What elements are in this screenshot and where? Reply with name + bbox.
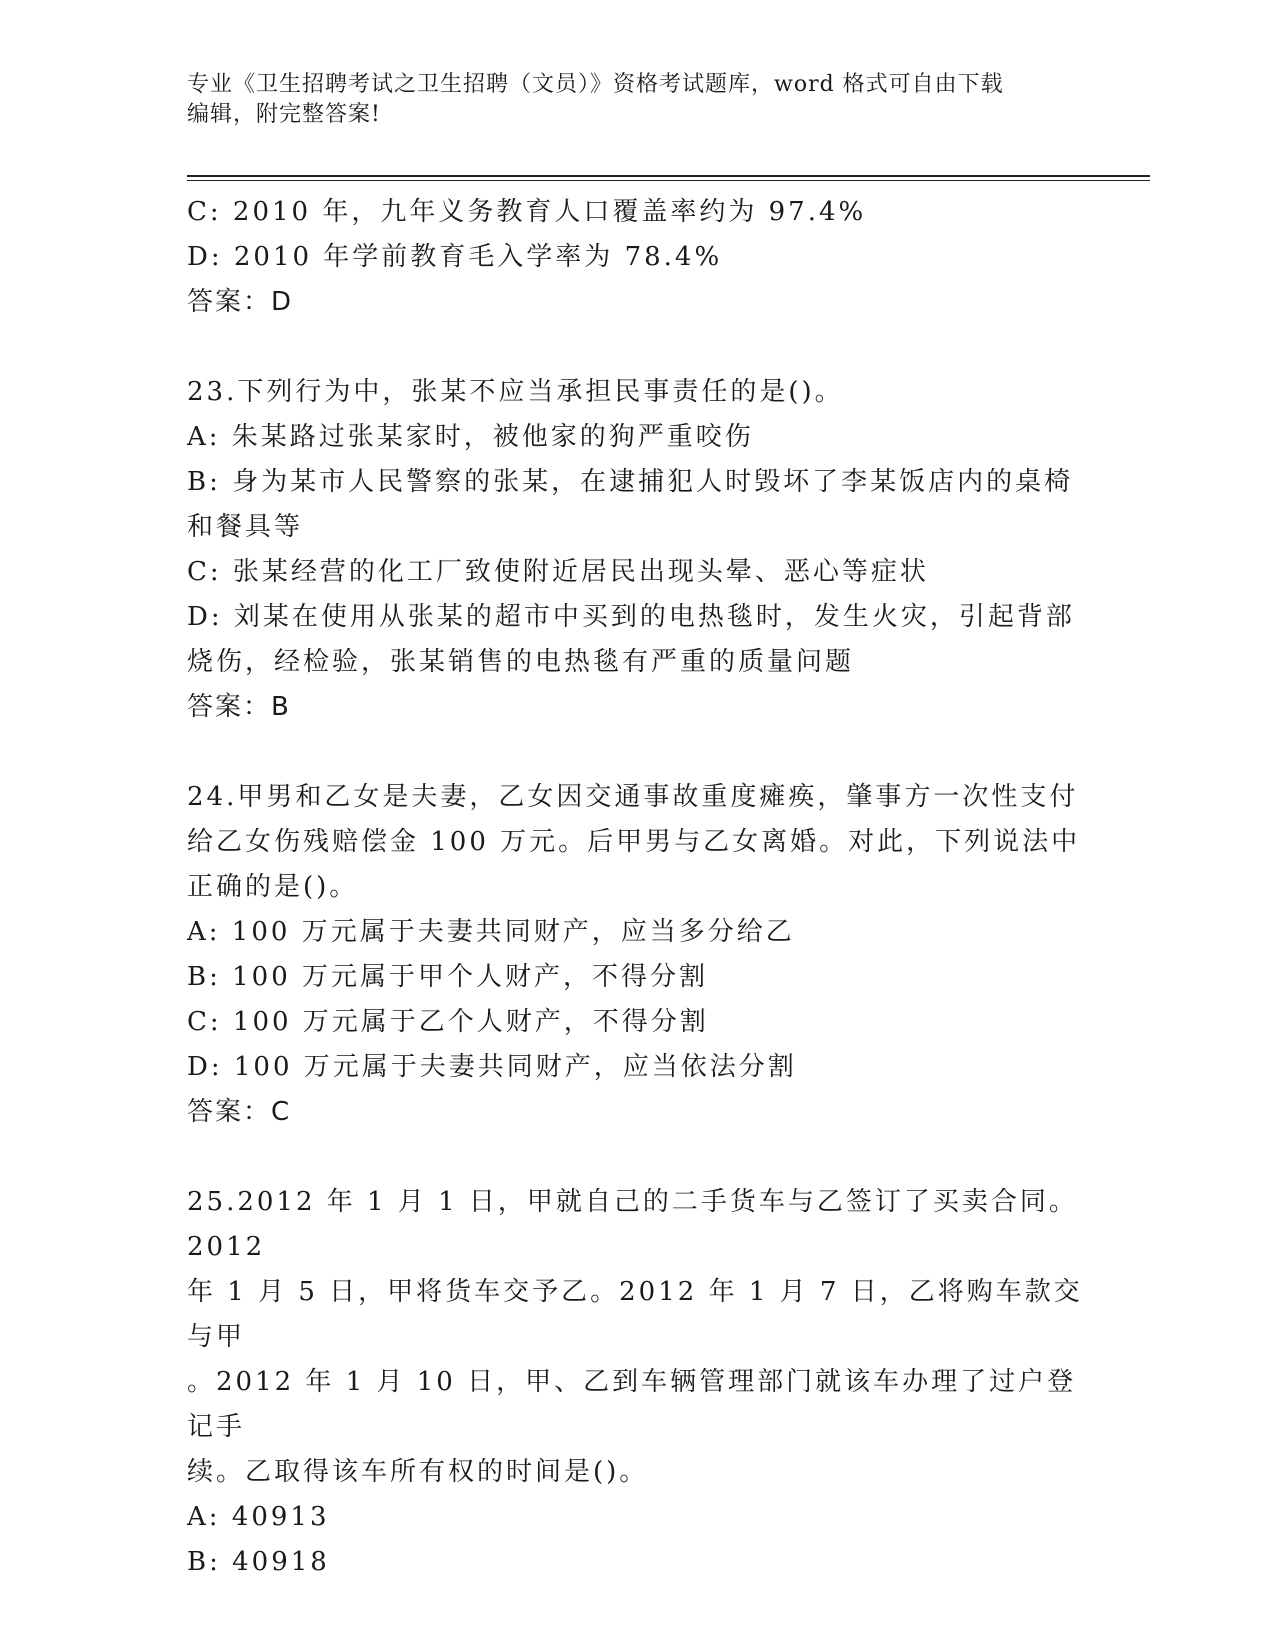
q22-option-d: D: 2010 年学前教育毛入学率为 78.4% xyxy=(187,242,723,272)
header-divider-thin xyxy=(187,180,1150,181)
q24-option-d: D: 100 万元属于夫妻共同财产，应当依法分割 xyxy=(187,1052,797,1082)
q22-answer: 答案：D xyxy=(187,287,294,317)
q25-stem-line-3: 。2012 年 1 月 10 日，甲、乙到车辆管理部门就该车办理了过户登记手 xyxy=(187,1367,1077,1442)
header-line-2: 编辑，附完整答案! xyxy=(187,102,381,127)
question-content xyxy=(187,190,1087,1585)
spacer xyxy=(187,325,1087,370)
q25-stem-line-2: 年 1 月 5 日，甲将货车交予乙。2012 年 1 月 7 日，乙将购车款交与甲 xyxy=(187,1277,1083,1352)
q23-stem: 23.下列行为中，张某不应当承担民事责任的是()。 xyxy=(187,377,844,407)
q25-option-b: B: 40918 xyxy=(187,1547,330,1577)
q23-option-b-line-2: 和餐具等 xyxy=(187,512,304,542)
spacer xyxy=(187,1135,1087,1180)
q24-stem-line-1: 24.甲男和乙女是夫妻，乙女因交通事故重度瘫痪，肇事方一次性支付 xyxy=(187,782,1079,812)
q24-option-b: B: 100 万元属于甲个人财产，不得分割 xyxy=(187,962,709,992)
q24-answer: 答案：C xyxy=(187,1097,292,1127)
q24-stem-line-2: 给乙女伤残赔偿金 100 万元。后甲男与乙女离婚。对此，下列说法中 xyxy=(187,827,1081,857)
header-divider-thick xyxy=(187,175,1150,177)
q24-stem-line-3: 正确的是()。 xyxy=(187,872,359,902)
q23-option-b-line-1: B: 身为某市人民警察的张某，在逮捕犯人时毁坏了李某饭店内的桌椅 xyxy=(187,467,1074,497)
q23-answer: 答案：B xyxy=(187,692,291,722)
q24-option-c: C: 100 万元属于乙个人财产，不得分割 xyxy=(187,1007,709,1037)
q25-stem-line-4: 续。乙取得该车所有权的时间是()。 xyxy=(187,1457,649,1487)
q22-option-c: C: 2010 年，九年义务教育人口覆盖率约为 97.4% xyxy=(187,197,867,227)
q25-stem-line-1: 25.2012 年 1 月 1 日，甲就自己的二手货车与乙签订了买卖合同。2012 xyxy=(187,1187,1078,1262)
q25-option-a: A: 40913 xyxy=(187,1502,330,1532)
q23-option-c: C: 张某经营的化工厂致使附近居民出现头晕、恶心等症状 xyxy=(187,557,929,587)
spacer xyxy=(187,730,1087,775)
q23-option-a: A: 朱某路过张某家时，被他家的狗严重咬伤 xyxy=(187,422,754,452)
q23-option-d-line-2: 烧伤，经检验，张某销售的电热毯有严重的质量问题 xyxy=(187,647,855,677)
q24-option-a: A: 100 万元属于夫妻共同财产，应当多分给乙 xyxy=(187,917,795,947)
header-line-1: 专业《卫生招聘考试之卫生招聘（文员）》资格考试题库，word 格式可自由下载 xyxy=(187,72,1004,97)
q23-option-d-line-1: D: 刘某在使用从张某的超市中买到的电热毯时，发生火灾，引起背部 xyxy=(187,602,1075,632)
document-header xyxy=(187,70,1087,130)
